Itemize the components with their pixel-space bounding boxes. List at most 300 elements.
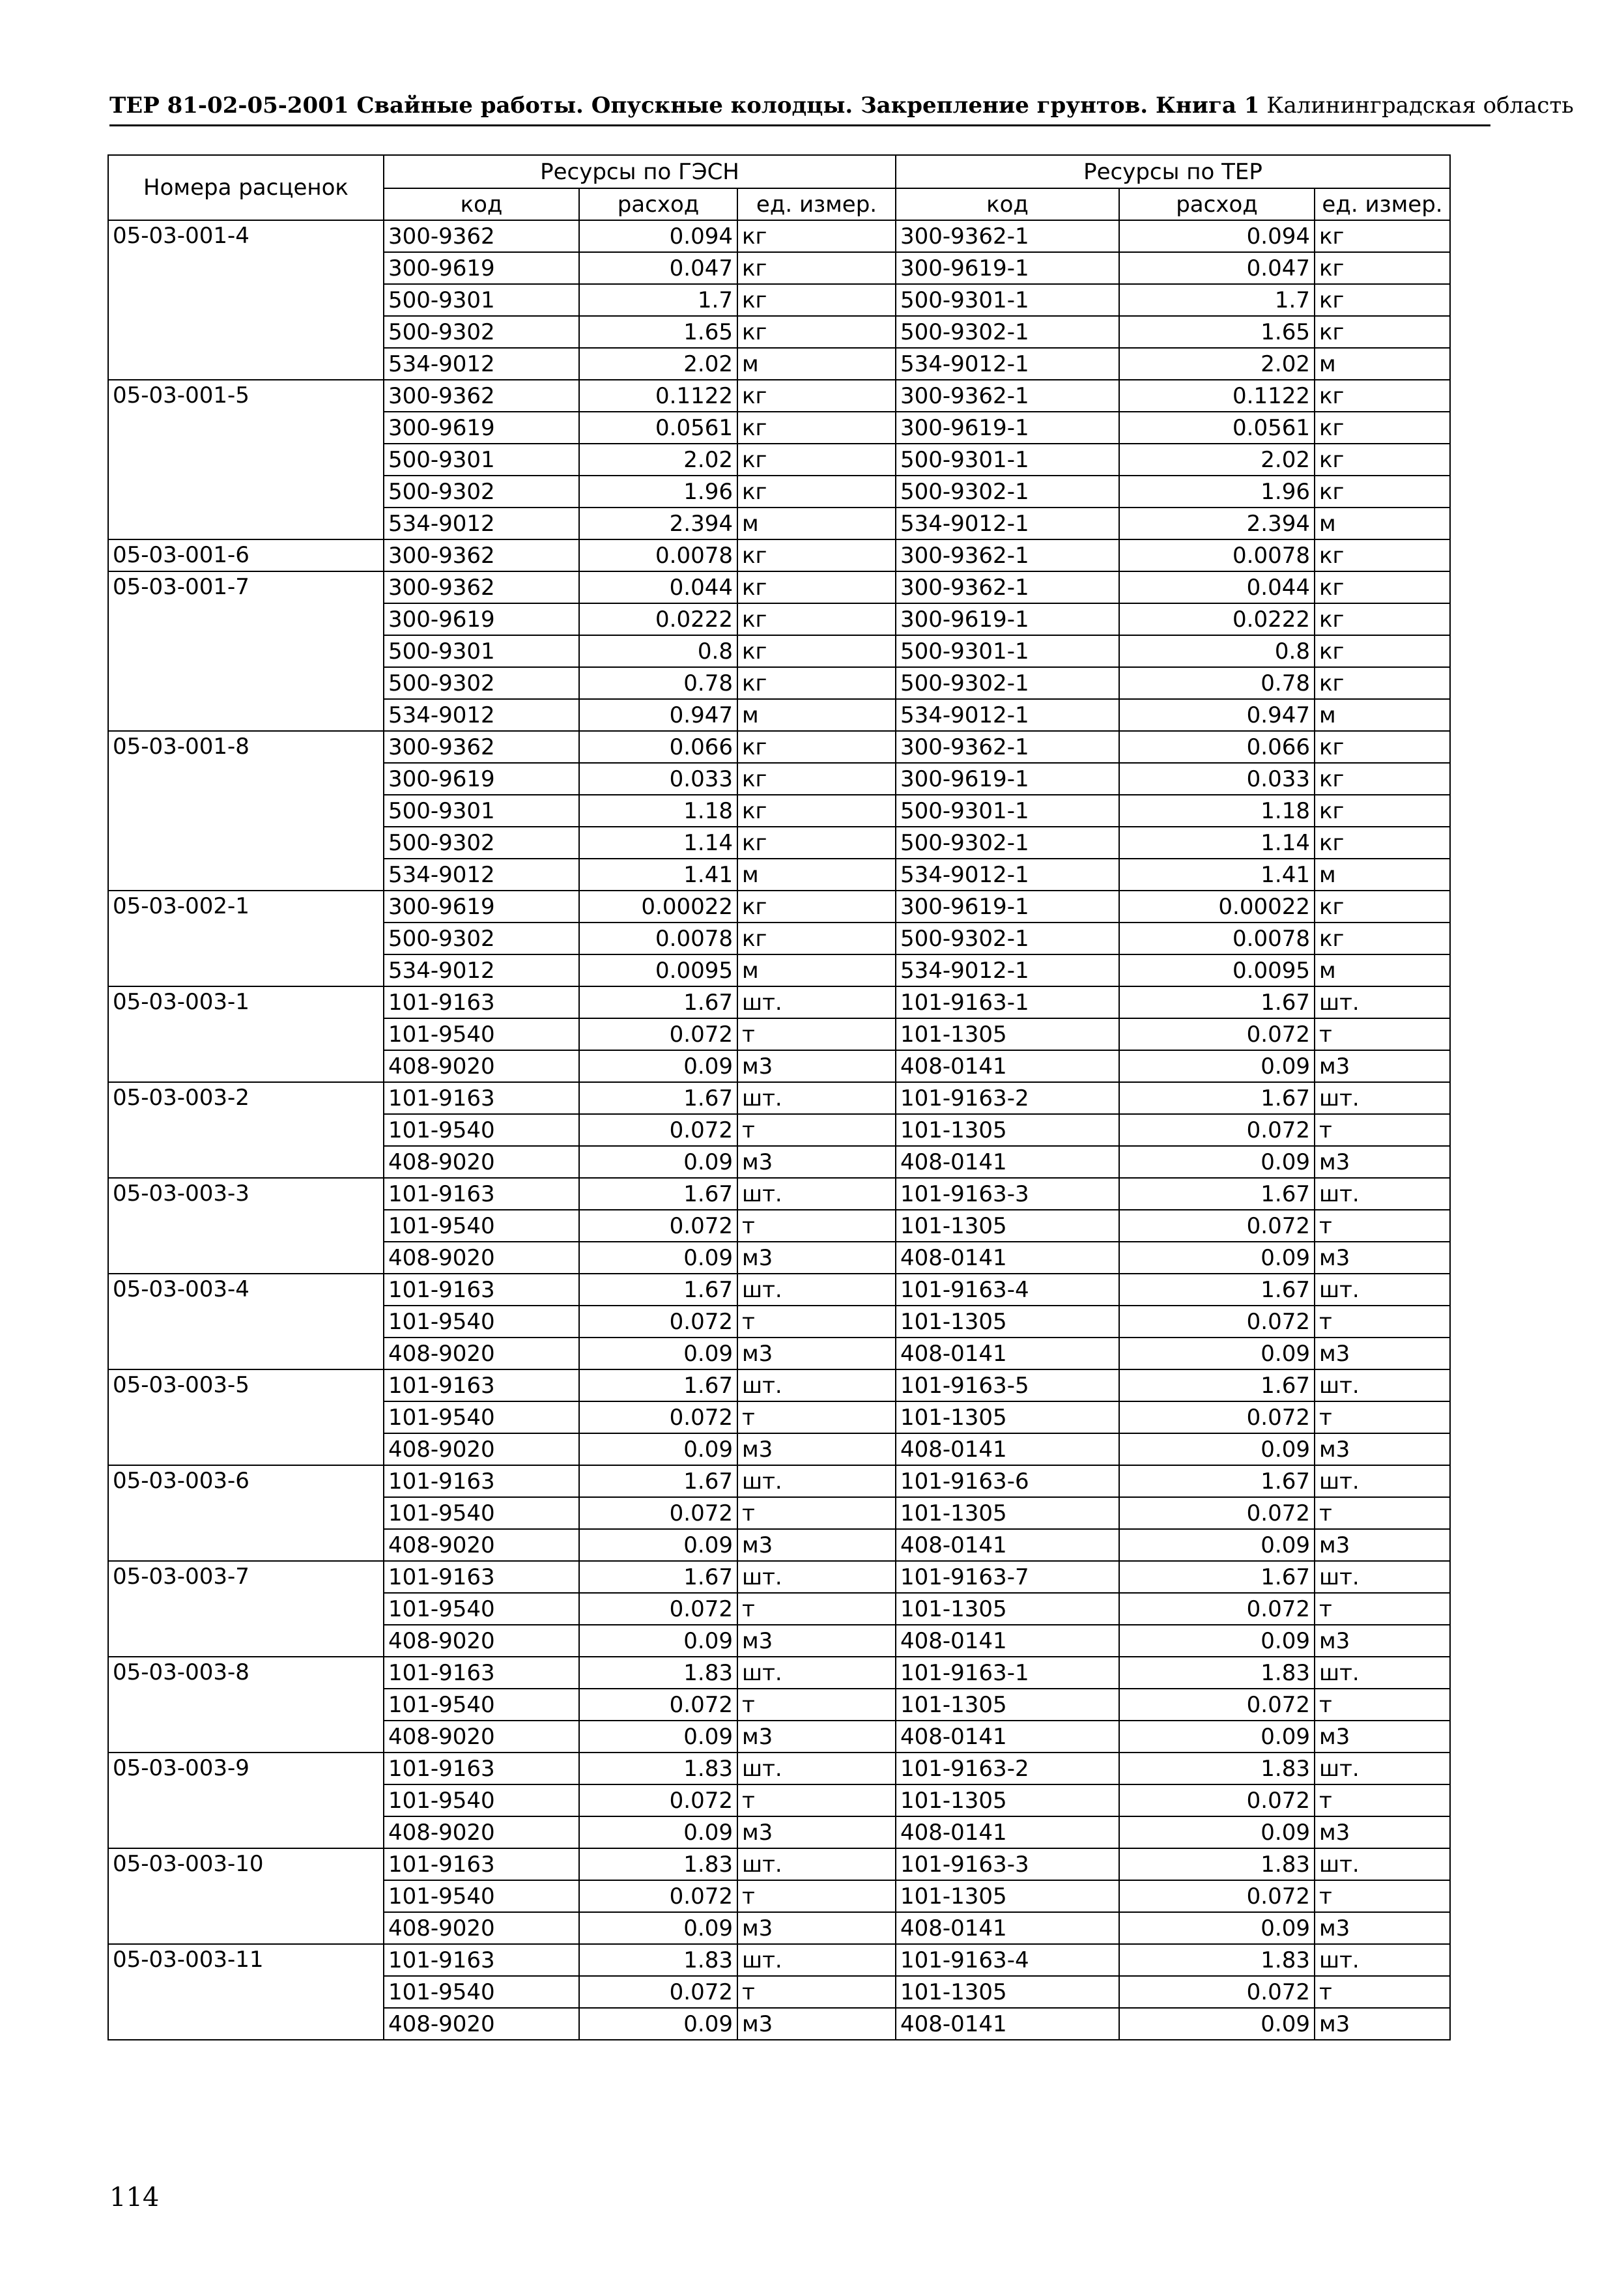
ter-code-cell: 534-9012-1 (896, 954, 1119, 986)
ter-qty-cell: 1.67 (1119, 1178, 1315, 1210)
ter-qty-cell: 0.072 (1119, 1114, 1315, 1146)
gesn-qty-cell: 1.83 (579, 1944, 737, 1976)
gesn-code-cell: 101-9540 (384, 1497, 579, 1529)
ter-code-cell: 300-9362-1 (896, 731, 1119, 763)
rate-number-cell: 05-03-001-8 (108, 731, 384, 891)
ter-unit-cell: м3 (1315, 1338, 1450, 1369)
gesn-code-cell: 300-9619 (384, 603, 579, 635)
gesn-qty-cell: 0.033 (579, 763, 737, 795)
ter-qty-cell: 0.0222 (1119, 603, 1315, 635)
table-row (108, 1465, 1450, 1497)
ter-qty-cell: 0.072 (1119, 1306, 1315, 1338)
gesn-qty-cell: 0.09 (579, 1721, 737, 1753)
ter-qty-cell: 0.00022 (1119, 891, 1315, 923)
gesn-unit-cell: т (737, 1880, 896, 1912)
gesn-code-cell: 101-9163 (384, 1369, 579, 1401)
gesn-qty-cell: 0.072 (579, 1497, 737, 1529)
ter-code-cell: 101-9163-4 (896, 1274, 1119, 1306)
ter-qty-cell: 1.7 (1119, 284, 1315, 316)
ter-qty-cell: 1.67 (1119, 1465, 1315, 1497)
ter-code-cell: 101-1305 (896, 1018, 1119, 1050)
ter-unit-cell: м3 (1315, 1433, 1450, 1465)
gesn-qty-cell: 0.09 (579, 1912, 737, 1944)
gesn-code-cell: 408-9020 (384, 1146, 579, 1178)
gesn-unit-cell: шт. (737, 1274, 896, 1306)
ter-unit-cell: шт. (1315, 1753, 1450, 1784)
gesn-qty-cell: 1.67 (579, 1274, 737, 1306)
gesn-qty-cell: 1.65 (579, 316, 737, 348)
gesn-qty-cell: 0.0561 (579, 412, 737, 444)
gesn-qty-cell: 0.072 (579, 1210, 737, 1242)
gesn-unit-cell: кг (737, 827, 896, 859)
gesn-code-cell: 500-9301 (384, 795, 579, 827)
ter-unit-cell: м3 (1315, 1146, 1450, 1178)
ter-qty-cell: 0.1122 (1119, 380, 1315, 412)
ter-unit-cell: м3 (1315, 1625, 1450, 1657)
group-header-ter: Ресурсы по ТЕР (896, 155, 1450, 188)
ter-code-cell: 101-1305 (896, 1593, 1119, 1625)
ter-unit-cell: м3 (1315, 1242, 1450, 1274)
ter-qty-cell: 2.02 (1119, 348, 1315, 380)
ter-unit-cell: шт. (1315, 1178, 1450, 1210)
rate-number-cell: 05-03-003-11 (108, 1944, 384, 2040)
ter-qty-cell: 1.67 (1119, 1369, 1315, 1401)
ter-qty-cell: 0.09 (1119, 1146, 1315, 1178)
table-row (108, 731, 1450, 763)
gesn-code-cell: 408-9020 (384, 1242, 579, 1274)
ter-qty-cell: 0.0561 (1119, 412, 1315, 444)
gesn-qty-cell: 0.1122 (579, 380, 737, 412)
table-row (108, 220, 1450, 252)
ter-unit-cell: шт. (1315, 1561, 1450, 1593)
gesn-code-cell: 408-9020 (384, 1816, 579, 1848)
gesn-qty-cell: 0.00022 (579, 891, 737, 923)
ter-code-cell: 408-0141 (896, 1912, 1119, 1944)
ter-unit-cell: кг (1315, 827, 1450, 859)
gesn-code-cell: 500-9301 (384, 635, 579, 667)
ter-qty-cell: 2.394 (1119, 508, 1315, 539)
ter-qty-cell: 0.066 (1119, 731, 1315, 763)
ter-qty-cell: 0.8 (1119, 635, 1315, 667)
gesn-unit-cell: м3 (737, 1146, 896, 1178)
ter-unit-cell: кг (1315, 571, 1450, 603)
gesn-code-cell: 101-9163 (384, 1082, 579, 1114)
ter-code-cell: 300-9619-1 (896, 252, 1119, 284)
subheader-gesn-unit: ед. измер. (737, 188, 896, 220)
gesn-unit-cell: м3 (737, 1721, 896, 1753)
ter-unit-cell: шт. (1315, 1848, 1450, 1880)
ter-unit-cell: шт. (1315, 1274, 1450, 1306)
page-header (109, 91, 1574, 120)
rate-number-cell: 05-03-001-4 (108, 220, 384, 380)
ter-qty-cell: 0.09 (1119, 1721, 1315, 1753)
gesn-unit-cell: шт. (737, 1944, 896, 1976)
gesn-unit-cell: т (737, 1976, 896, 2008)
gesn-qty-cell: 0.09 (579, 2008, 737, 2040)
ter-qty-cell: 0.072 (1119, 1976, 1315, 2008)
ter-code-cell: 408-0141 (896, 1721, 1119, 1753)
ter-qty-cell: 0.0078 (1119, 923, 1315, 954)
gesn-code-cell: 300-9362 (384, 380, 579, 412)
ter-qty-cell: 1.83 (1119, 1657, 1315, 1689)
gesn-qty-cell: 0.09 (579, 1338, 737, 1369)
table-row (108, 539, 1450, 571)
ter-code-cell: 101-9163-2 (896, 1753, 1119, 1784)
ter-unit-cell: кг (1315, 412, 1450, 444)
gesn-unit-cell: т (737, 1306, 896, 1338)
gesn-code-cell: 500-9301 (384, 444, 579, 476)
gesn-unit-cell: т (737, 1593, 896, 1625)
ter-code-cell: 101-1305 (896, 1114, 1119, 1146)
gesn-qty-cell: 2.394 (579, 508, 737, 539)
gesn-unit-cell: м (737, 954, 896, 986)
ter-code-cell: 500-9301-1 (896, 795, 1119, 827)
ter-qty-cell: 0.094 (1119, 220, 1315, 252)
gesn-unit-cell: т (737, 1784, 896, 1816)
subheader-ter-qty: расход (1119, 188, 1315, 220)
gesn-qty-cell: 1.83 (579, 1753, 737, 1784)
ter-qty-cell: 1.67 (1119, 986, 1315, 1018)
gesn-code-cell: 101-9540 (384, 1210, 579, 1242)
gesn-qty-cell: 1.7 (579, 284, 737, 316)
ter-code-cell: 534-9012-1 (896, 699, 1119, 731)
ter-unit-cell: кг (1315, 220, 1450, 252)
gesn-unit-cell: шт. (737, 1753, 896, 1784)
document-title: ТЕР 81-02-05-2001 Свайные работы. Опускные колодцы. Закрепление грунтов. Книга 1 (109, 93, 1260, 119)
ter-code-cell: 101-1305 (896, 1784, 1119, 1816)
ter-qty-cell: 0.0095 (1119, 954, 1315, 986)
ter-code-cell: 101-1305 (896, 1210, 1119, 1242)
gesn-unit-cell: кг (737, 763, 896, 795)
rate-number-cell: 05-03-001-5 (108, 380, 384, 539)
gesn-code-cell: 101-9163 (384, 1848, 579, 1880)
rate-number-cell: 05-03-003-10 (108, 1848, 384, 1944)
gesn-unit-cell: кг (737, 571, 896, 603)
ter-unit-cell: м3 (1315, 1721, 1450, 1753)
gesn-qty-cell: 1.14 (579, 827, 737, 859)
ter-code-cell: 101-9163-6 (896, 1465, 1119, 1497)
table-row (108, 1369, 1450, 1401)
gesn-code-cell: 300-9619 (384, 891, 579, 923)
ter-qty-cell: 0.072 (1119, 1784, 1315, 1816)
ter-code-cell: 408-0141 (896, 1625, 1119, 1657)
ter-qty-cell: 0.072 (1119, 1593, 1315, 1625)
rate-number-cell: 05-03-003-8 (108, 1657, 384, 1753)
ter-unit-cell: т (1315, 1306, 1450, 1338)
group-header-gesn: Ресурсы по ГЭСН (384, 155, 896, 188)
ter-code-cell: 300-9619-1 (896, 763, 1119, 795)
gesn-unit-cell: кг (737, 316, 896, 348)
ter-code-cell: 500-9302-1 (896, 923, 1119, 954)
subheader-gesn-code: код (384, 188, 579, 220)
ter-qty-cell: 0.0078 (1119, 539, 1315, 571)
rate-number-cell: 05-03-003-3 (108, 1178, 384, 1274)
page-number: 114 (109, 2183, 160, 2212)
gesn-code-cell: 408-9020 (384, 1912, 579, 1944)
gesn-code-cell: 408-9020 (384, 1625, 579, 1657)
gesn-unit-cell: кг (737, 667, 896, 699)
gesn-qty-cell: 1.67 (579, 1082, 737, 1114)
gesn-unit-cell: шт. (737, 1178, 896, 1210)
ter-qty-cell: 0.044 (1119, 571, 1315, 603)
ter-code-cell: 500-9302-1 (896, 667, 1119, 699)
ter-qty-cell: 0.09 (1119, 1242, 1315, 1274)
gesn-code-cell: 101-9163 (384, 1753, 579, 1784)
ter-code-cell: 300-9362-1 (896, 571, 1119, 603)
rate-number-cell: 05-03-003-1 (108, 986, 384, 1082)
ter-unit-cell: м3 (1315, 2008, 1450, 2040)
ter-qty-cell: 0.09 (1119, 1433, 1315, 1465)
gesn-unit-cell: шт. (737, 1657, 896, 1689)
table-row (108, 1944, 1450, 1976)
gesn-unit-cell: м3 (737, 1050, 896, 1082)
ter-unit-cell: кг (1315, 795, 1450, 827)
ter-unit-cell: м (1315, 954, 1450, 986)
gesn-qty-cell: 0.09 (579, 1816, 737, 1848)
gesn-unit-cell: шт. (737, 1848, 896, 1880)
ter-unit-cell: кг (1315, 380, 1450, 412)
ter-qty-cell: 1.65 (1119, 316, 1315, 348)
rate-number-cell: 05-03-003-5 (108, 1369, 384, 1465)
gesn-unit-cell: т (737, 1114, 896, 1146)
ter-qty-cell: 0.09 (1119, 1529, 1315, 1561)
rate-number-cell: 05-03-003-4 (108, 1274, 384, 1369)
table-row (108, 1561, 1450, 1593)
ter-qty-cell: 1.41 (1119, 859, 1315, 891)
gesn-code-cell: 500-9302 (384, 923, 579, 954)
ter-qty-cell: 1.18 (1119, 795, 1315, 827)
ter-qty-cell: 0.047 (1119, 252, 1315, 284)
gesn-code-cell: 500-9302 (384, 667, 579, 699)
ter-code-cell: 101-9163-3 (896, 1848, 1119, 1880)
ter-code-cell: 408-0141 (896, 1338, 1119, 1369)
table-row (108, 1753, 1450, 1784)
gesn-code-cell: 300-9619 (384, 763, 579, 795)
ter-unit-cell: кг (1315, 891, 1450, 923)
gesn-unit-cell: кг (737, 220, 896, 252)
gesn-qty-cell: 0.072 (579, 1880, 737, 1912)
gesn-code-cell: 300-9619 (384, 252, 579, 284)
gesn-code-cell: 101-9163 (384, 1178, 579, 1210)
ter-unit-cell: т (1315, 1880, 1450, 1912)
rate-number-cell: 05-03-003-9 (108, 1753, 384, 1848)
ter-code-cell: 534-9012-1 (896, 859, 1119, 891)
col-header-rates: Номера расценок (108, 155, 384, 220)
gesn-qty-cell: 1.67 (579, 1561, 737, 1593)
ter-unit-cell: т (1315, 1689, 1450, 1721)
table-row (108, 1178, 1450, 1210)
gesn-qty-cell: 0.09 (579, 1529, 737, 1561)
ter-qty-cell: 0.09 (1119, 2008, 1315, 2040)
ter-unit-cell: шт. (1315, 986, 1450, 1018)
gesn-qty-cell: 1.41 (579, 859, 737, 891)
rates-body (108, 220, 1450, 2040)
gesn-code-cell: 534-9012 (384, 859, 579, 891)
gesn-unit-cell: м3 (737, 1242, 896, 1274)
gesn-code-cell: 101-9540 (384, 1880, 579, 1912)
ter-code-cell: 300-9619-1 (896, 603, 1119, 635)
gesn-code-cell: 408-9020 (384, 2008, 579, 2040)
ter-code-cell: 300-9362-1 (896, 539, 1119, 571)
ter-code-cell: 534-9012-1 (896, 508, 1119, 539)
gesn-qty-cell: 0.09 (579, 1146, 737, 1178)
gesn-code-cell: 408-9020 (384, 1721, 579, 1753)
gesn-unit-cell: м (737, 348, 896, 380)
gesn-qty-cell: 0.072 (579, 1306, 737, 1338)
ter-code-cell: 101-9163-7 (896, 1561, 1119, 1593)
ter-unit-cell: м (1315, 699, 1450, 731)
ter-code-cell: 408-0141 (896, 1242, 1119, 1274)
ter-unit-cell: кг (1315, 476, 1450, 508)
gesn-qty-cell: 0.072 (579, 1114, 737, 1146)
gesn-qty-cell: 0.072 (579, 1784, 737, 1816)
ter-unit-cell: кг (1315, 667, 1450, 699)
ter-code-cell: 300-9619-1 (896, 891, 1119, 923)
gesn-qty-cell: 2.02 (579, 444, 737, 476)
ter-code-cell: 500-9301-1 (896, 444, 1119, 476)
ter-code-cell: 101-9163-2 (896, 1082, 1119, 1114)
gesn-code-cell: 101-9540 (384, 1401, 579, 1433)
ter-unit-cell: м3 (1315, 1912, 1450, 1944)
ter-unit-cell: т (1315, 1114, 1450, 1146)
ter-unit-cell: м3 (1315, 1050, 1450, 1082)
ter-code-cell: 500-9301-1 (896, 635, 1119, 667)
gesn-code-cell: 101-9163 (384, 1561, 579, 1593)
gesn-code-cell: 300-9362 (384, 220, 579, 252)
ter-unit-cell: кг (1315, 923, 1450, 954)
ter-unit-cell: т (1315, 1976, 1450, 2008)
gesn-unit-cell: м3 (737, 1816, 896, 1848)
gesn-qty-cell: 0.09 (579, 1050, 737, 1082)
gesn-qty-cell: 0.0095 (579, 954, 737, 986)
ter-unit-cell: кг (1315, 252, 1450, 284)
ter-qty-cell: 1.83 (1119, 1753, 1315, 1784)
document-region: Калининградская область (1266, 93, 1574, 119)
ter-unit-cell: кг (1315, 316, 1450, 348)
gesn-qty-cell: 0.78 (579, 667, 737, 699)
table-row (108, 571, 1450, 603)
gesn-code-cell: 500-9302 (384, 316, 579, 348)
table-row (108, 1082, 1450, 1114)
gesn-code-cell: 408-9020 (384, 1433, 579, 1465)
ter-qty-cell: 1.14 (1119, 827, 1315, 859)
ter-qty-cell: 0.09 (1119, 1338, 1315, 1369)
ter-qty-cell: 1.96 (1119, 476, 1315, 508)
ter-code-cell: 101-9163-1 (896, 1657, 1119, 1689)
ter-qty-cell: 0.09 (1119, 1050, 1315, 1082)
gesn-unit-cell: кг (737, 539, 896, 571)
gesn-code-cell: 408-9020 (384, 1338, 579, 1369)
ter-qty-cell: 2.02 (1119, 444, 1315, 476)
ter-unit-cell: т (1315, 1210, 1450, 1242)
rate-number-cell: 05-03-001-7 (108, 571, 384, 731)
table-header-row (108, 155, 1450, 188)
gesn-qty-cell: 0.072 (579, 1401, 737, 1433)
gesn-unit-cell: м (737, 859, 896, 891)
gesn-qty-cell: 1.18 (579, 795, 737, 827)
table-row (108, 1848, 1450, 1880)
ter-qty-cell: 1.83 (1119, 1944, 1315, 1976)
ter-unit-cell: т (1315, 1401, 1450, 1433)
gesn-qty-cell: 0.072 (579, 1689, 737, 1721)
gesn-qty-cell: 0.072 (579, 1593, 737, 1625)
ter-qty-cell: 0.072 (1119, 1018, 1315, 1050)
ter-unit-cell: шт. (1315, 1944, 1450, 1976)
gesn-code-cell: 101-9540 (384, 1593, 579, 1625)
gesn-qty-cell: 0.094 (579, 220, 737, 252)
ter-qty-cell: 0.09 (1119, 1816, 1315, 1848)
gesn-code-cell: 101-9540 (384, 1689, 579, 1721)
ter-unit-cell: кг (1315, 731, 1450, 763)
ter-code-cell: 101-9163-3 (896, 1178, 1119, 1210)
gesn-unit-cell: кг (737, 891, 896, 923)
ter-code-cell: 408-0141 (896, 1433, 1119, 1465)
ter-qty-cell: 0.072 (1119, 1689, 1315, 1721)
gesn-qty-cell: 0.0078 (579, 923, 737, 954)
ter-code-cell: 408-0141 (896, 1816, 1119, 1848)
ter-code-cell: 300-9362-1 (896, 380, 1119, 412)
gesn-qty-cell: 0.072 (579, 1018, 737, 1050)
gesn-code-cell: 101-9540 (384, 1018, 579, 1050)
ter-unit-cell: шт. (1315, 1465, 1450, 1497)
gesn-unit-cell: т (737, 1689, 896, 1721)
gesn-code-cell: 101-9540 (384, 1784, 579, 1816)
gesn-code-cell: 101-9163 (384, 986, 579, 1018)
ter-code-cell: 408-0141 (896, 1529, 1119, 1561)
ter-unit-cell: кг (1315, 444, 1450, 476)
ter-qty-cell: 0.78 (1119, 667, 1315, 699)
ter-qty-cell: 0.072 (1119, 1210, 1315, 1242)
gesn-qty-cell: 1.67 (579, 1369, 737, 1401)
header-divider (109, 124, 1490, 126)
gesn-code-cell: 534-9012 (384, 508, 579, 539)
ter-code-cell: 101-1305 (896, 1976, 1119, 2008)
ter-unit-cell: шт. (1315, 1082, 1450, 1114)
table-row (108, 1274, 1450, 1306)
gesn-qty-cell: 1.96 (579, 476, 737, 508)
gesn-qty-cell: 0.09 (579, 1242, 737, 1274)
ter-code-cell: 500-9302-1 (896, 827, 1119, 859)
gesn-unit-cell: кг (737, 635, 896, 667)
ter-unit-cell: т (1315, 1784, 1450, 1816)
ter-qty-cell: 1.67 (1119, 1274, 1315, 1306)
gesn-qty-cell: 1.67 (579, 986, 737, 1018)
gesn-unit-cell: кг (737, 476, 896, 508)
gesn-unit-cell: кг (737, 380, 896, 412)
gesn-unit-cell: кг (737, 284, 896, 316)
ter-code-cell: 101-1305 (896, 1401, 1119, 1433)
gesn-qty-cell: 0.947 (579, 699, 737, 731)
ter-code-cell: 300-9362-1 (896, 220, 1119, 252)
gesn-code-cell: 500-9302 (384, 476, 579, 508)
ter-unit-cell: кг (1315, 635, 1450, 667)
gesn-code-cell: 101-9163 (384, 1274, 579, 1306)
ter-qty-cell: 0.072 (1119, 1497, 1315, 1529)
ter-code-cell: 300-9619-1 (896, 412, 1119, 444)
table-row (108, 380, 1450, 412)
ter-unit-cell: шт. (1315, 1657, 1450, 1689)
gesn-code-cell: 500-9302 (384, 827, 579, 859)
gesn-code-cell: 534-9012 (384, 348, 579, 380)
gesn-unit-cell: кг (737, 252, 896, 284)
ter-unit-cell: м (1315, 348, 1450, 380)
gesn-qty-cell: 2.02 (579, 348, 737, 380)
gesn-code-cell: 101-9163 (384, 1657, 579, 1689)
ter-unit-cell: кг (1315, 603, 1450, 635)
ter-code-cell: 101-9163-1 (896, 986, 1119, 1018)
rate-number-cell: 05-03-003-7 (108, 1561, 384, 1657)
gesn-unit-cell: кг (737, 412, 896, 444)
